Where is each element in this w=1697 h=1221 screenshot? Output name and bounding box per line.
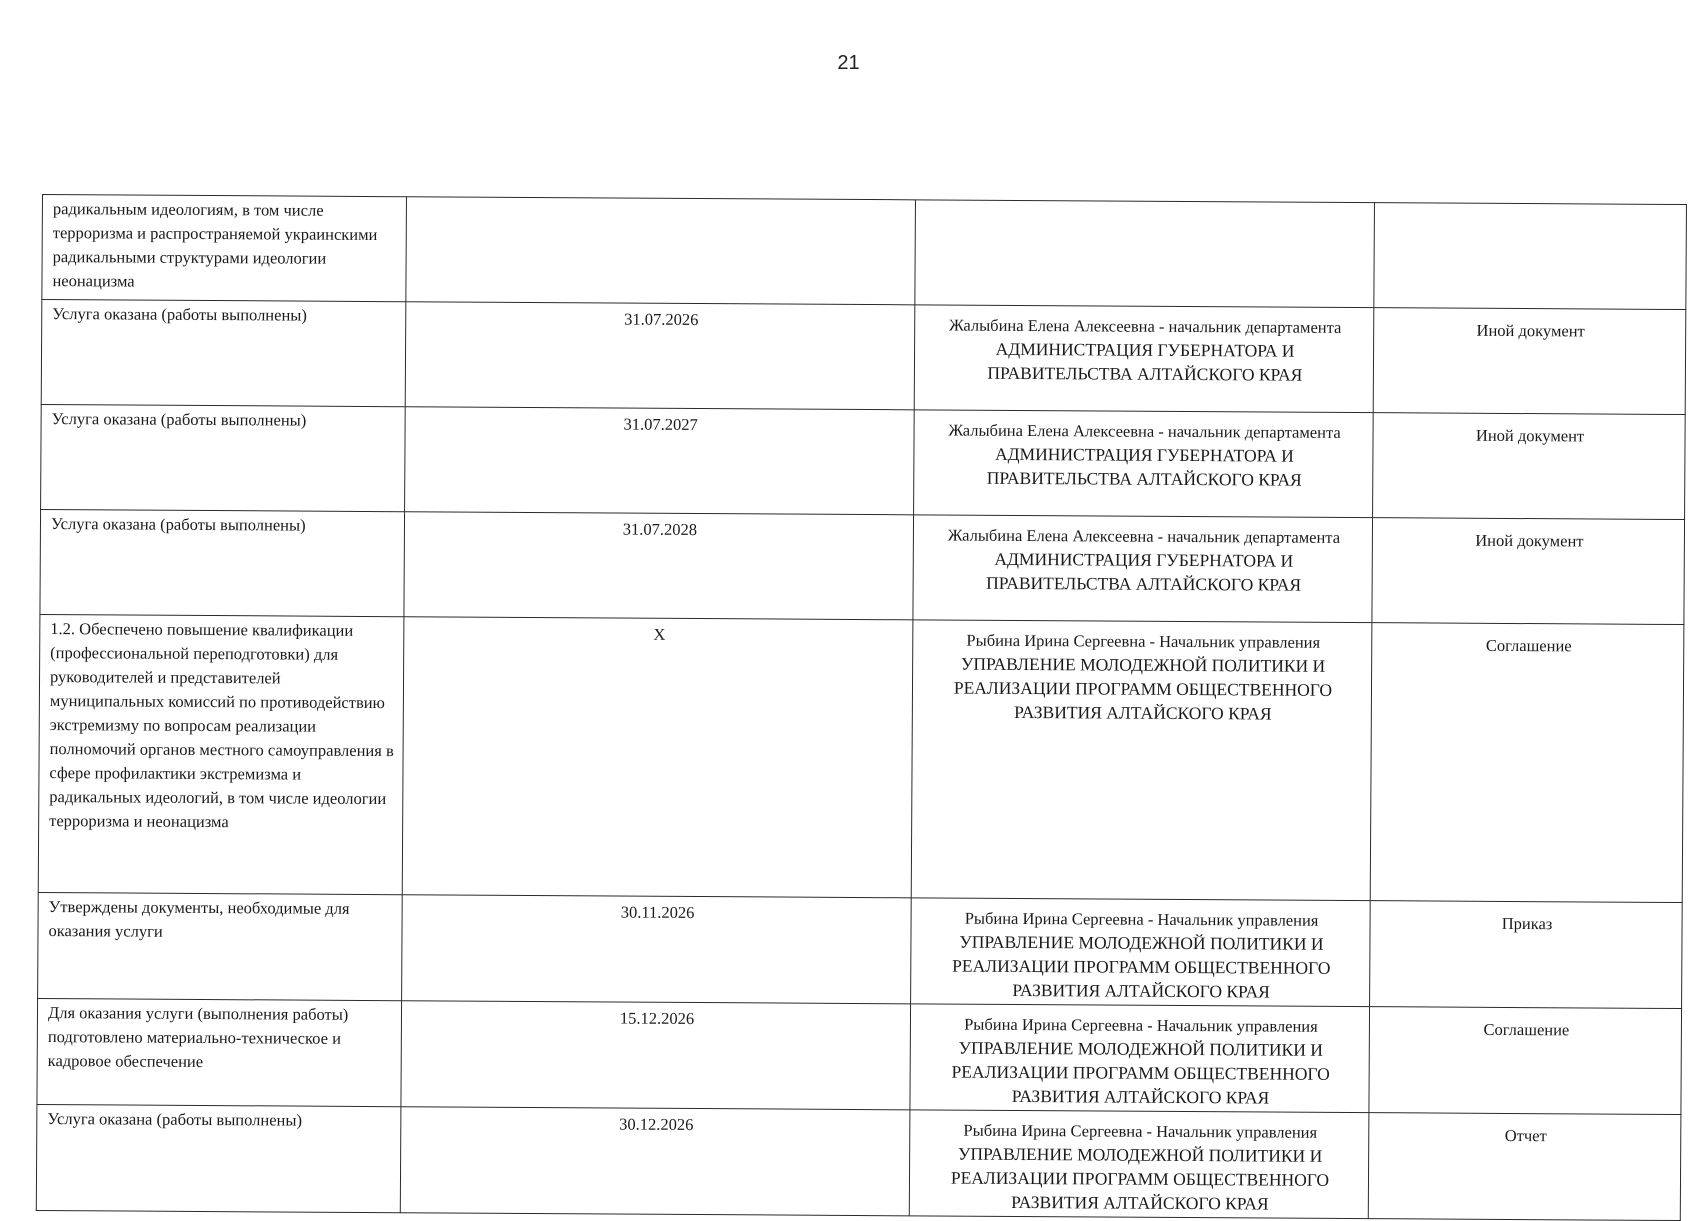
responsible-org	[926, 208, 1366, 211]
page-number: 21	[837, 52, 860, 74]
responsible-name: Рыбина Ирина Сергеевна - Начальник управления	[964, 908, 1319, 930]
event-cell: 1.2. Обеспечено повышение квалификации (профессиональной переподготовки) для руководителей и представителей муниципальных комиссий по противодействию экстремизму по вопросам реализации полномочий органов местного самоуправления в сфере профилактики экстремизма и радикальных идеологий, в том числе идеологии терроризма и неонацизма	[38, 614, 404, 894]
responsible-name: Рыбина Ирина Сергеевна - Начальник управления	[964, 1014, 1318, 1036]
date-cell: 15.12.2026	[401, 1001, 911, 1110]
event-cell: Услуга оказана (работы выполнены)	[41, 404, 406, 511]
event-cell: Для оказания услуги (выполнения работы) подготовлено материально-техническое и кадровое обеспечение	[37, 998, 402, 1106]
plan-table	[36, 194, 1687, 1221]
responsible-org: УПРАВЛЕНИЕ МОЛОДЕЖНОЙ ПОЛИТИКИ И РЕАЛИЗАЦИИ ПРОГРАММ ОБЩЕСТВЕННОГО РАЗВИТИЯ АЛТАЙСКОГО КРАЯ	[950, 1143, 1330, 1214]
responsible-cell	[911, 898, 1371, 1007]
table-row	[42, 195, 1687, 310]
document-cell: Соглашение	[1370, 623, 1684, 903]
responsible-cell	[911, 620, 1372, 901]
table-row	[41, 404, 1686, 519]
responsible-org: АДМИНИСТРАЦИЯ ГУБЕРНАТОРА И ПРАВИТЕЛЬСТВА АЛТАЙСКОГО КРАЯ	[987, 338, 1303, 385]
responsible-org: АДМИНИСТРАЦИЯ ГУБЕРНАТОРА И ПРАВИТЕЛЬСТВА АЛТАЙСКОГО КРАЯ	[986, 443, 1302, 490]
event-cell: Услуга оказана (работы выполнены)	[36, 1104, 401, 1212]
document-cell: Приказ	[1370, 901, 1683, 1009]
date-cell: 31.07.2027	[405, 407, 915, 515]
responsible-name: Жалыбина Елена Алексеевна - начальник департамента	[949, 315, 1342, 337]
responsible-cell	[913, 515, 1373, 623]
event-cell: Услуга оказана (работы выполнены)	[41, 300, 406, 407]
responsible-org: УПРАВЛЕНИЕ МОЛОДЕЖНОЙ ПОЛИТИКИ И РЕАЛИЗАЦИИ ПРОГРАММ ОБЩЕСТВЕННОГО РАЗВИТИЯ АЛТАЙСКОГО КРАЯ	[953, 653, 1333, 724]
responsible-name	[926, 208, 1366, 211]
date-cell	[406, 197, 916, 305]
document-cell	[1374, 203, 1687, 310]
responsible-name: Жалыбина Елена Алексеевна - начальник департамента	[947, 525, 1341, 547]
date-cell: 31.07.2028	[404, 512, 914, 620]
date-cell: 30.11.2026	[402, 895, 912, 1004]
responsible-org: УПРАВЛЕНИЕ МОЛОДЕЖНОЙ ПОЛИТИКИ И РЕАЛИЗАЦИИ ПРОГРАММ ОБЩЕСТВЕННОГО РАЗВИТИЯ АЛТАЙСКОГО КРАЯ	[952, 931, 1331, 1002]
responsible-cell	[914, 410, 1374, 518]
responsible-name: Рыбина Ирина Сергеевна - Начальник управления	[966, 630, 1321, 652]
document-cell: Иной документ	[1373, 308, 1686, 415]
date-cell: 31.07.2026	[405, 302, 915, 410]
table-row	[36, 1104, 1681, 1220]
responsible-name: Жалыбина Елена Алексеевна - начальник департамента	[948, 420, 1341, 442]
event-cell: Утверждены документы, необходимые для оказания услуги	[38, 892, 403, 1000]
responsible-cell	[914, 305, 1374, 413]
date-cell: 30.12.2026	[400, 1107, 910, 1216]
responsible-name: Рыбина Ирина Сергеевна - Начальник управления	[963, 1120, 1318, 1142]
document-cell: Иной документ	[1372, 518, 1685, 625]
table-row	[37, 998, 1682, 1114]
date-cell: X	[402, 617, 913, 898]
responsible-org: УПРАВЛЕНИЕ МОЛОДЕЖНОЙ ПОЛИТИКИ И РЕАЛИЗАЦИИ ПРОГРАММ ОБЩЕСТВЕННОГО РАЗВИТИЯ АЛТАЙСКОГО КРАЯ	[951, 1037, 1330, 1108]
table-row	[40, 509, 1685, 624]
responsible-cell	[910, 1004, 1370, 1113]
table-row	[38, 892, 1683, 1008]
document-cell: Иной документ	[1373, 413, 1686, 520]
event-cell: Услуга оказана (работы выполнены)	[40, 509, 405, 616]
table-row	[41, 300, 1686, 415]
responsible-cell	[909, 1110, 1369, 1219]
document-cell: Соглашение	[1369, 1007, 1682, 1115]
responsible-cell	[915, 200, 1375, 308]
table-row	[38, 614, 1684, 902]
responsible-org: АДМИНИСТРАЦИЯ ГУБЕРНАТОРА И ПРАВИТЕЛЬСТВА АЛТАЙСКОГО КРАЯ	[986, 548, 1302, 595]
event-cell: радикальным идеологиям, в том числе терроризма и распространяемой украинскими радикальными структурами идеологии неонацизма	[42, 195, 407, 302]
document-cell: Отчет	[1368, 1113, 1681, 1221]
